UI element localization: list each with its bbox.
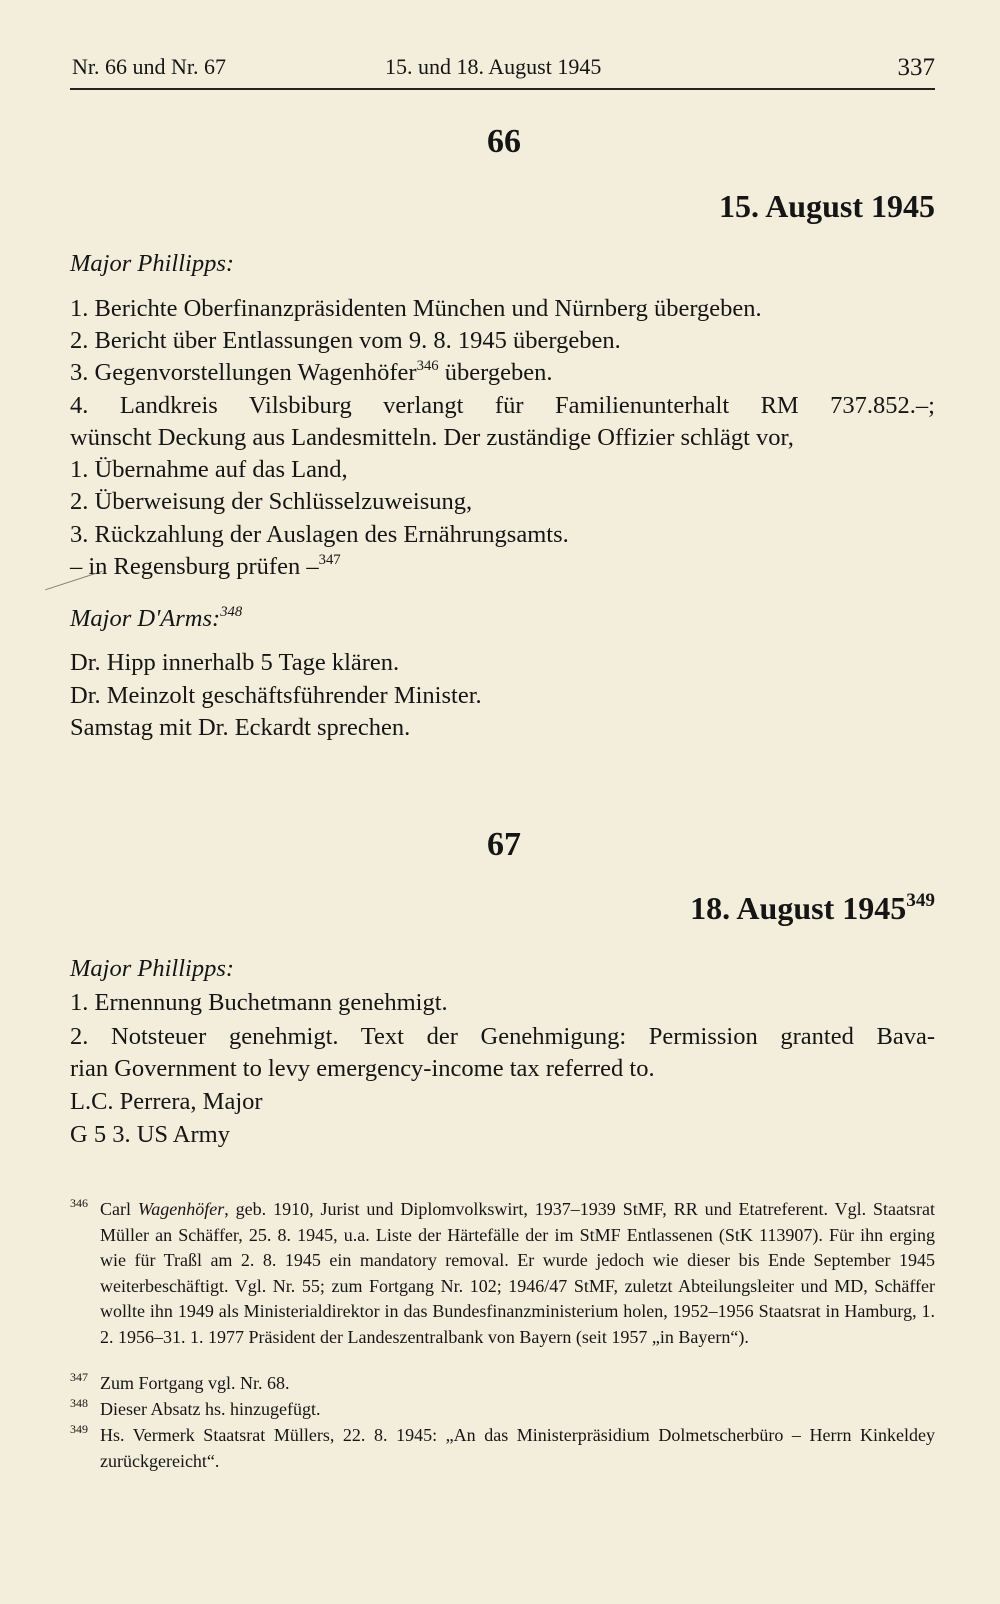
footnote-346: [70, 1197, 935, 1350]
item-line: wünscht Deckung aus Landesmitteln. Der zuständige Offizier schlägt vor,: [70, 424, 794, 451]
footnote-number: 348: [70, 1396, 88, 1410]
footnote-text: Zum Fortgang vgl. Nr. 68.: [100, 1373, 290, 1393]
footnote-ref[interactable]: 347: [318, 552, 341, 569]
document-date-67: 18. August 1945$^{349}$: [690, 890, 935, 926]
item-line: 1. Ernennung Buchetmann genehmigt.: [70, 989, 448, 1016]
speaker-phillipps: Major Phillipps:: [70, 250, 235, 277]
signature-line: G 5 3. US Army: [70, 1121, 230, 1148]
item-line: Samstag mit Dr. Eckardt sprechen.: [70, 714, 411, 741]
footnote-ref[interactable]: 348: [220, 604, 243, 621]
footnote-ref[interactable]: 349: [906, 890, 935, 912]
footnote-text: Dieser Absatz hs. hinzugefügt.: [100, 1399, 321, 1419]
document-number-66: 66: [487, 123, 521, 160]
item-line: [70, 358, 553, 386]
speaker-darms: Major D'Arms:$^{348}$: [70, 604, 243, 632]
item-line: 2. Notsteuer genehmigt. Text der Genehmigung: Permission granted Bava-: [70, 1023, 935, 1050]
item-line: 2. Überweisung der Schlüsselzuweisung,: [70, 488, 473, 515]
footnote-349: [70, 1423, 935, 1474]
footnote-ref[interactable]: 346: [416, 358, 439, 375]
item-line: 1. Übernahme auf das Land,: [70, 456, 348, 483]
item-text: 3. Gegenvorstellungen Wagenhöfer: [70, 359, 417, 386]
document-number-67: 67: [487, 826, 521, 863]
running-header-center: 15. und 18. August 1945: [385, 54, 602, 79]
footnote-text: Hs. Vermerk Staatsrat Müllers, 22. 8. 1945: „An das Ministerpräsidium Dolmetscherbüro – Herrn Kinkeldey zurückgereicht“.: [100, 1425, 935, 1471]
footnote-348: [70, 1397, 935, 1423]
item-line: 4. Landkreis Vilsbiburg verlangt für Familienunterhalt RM 737.852.–;: [70, 392, 935, 419]
item-line: 1. Berichte Oberfinanzpräsidenten München und Nürnberg übergeben.: [70, 295, 762, 322]
footnote-number: 346: [70, 1196, 88, 1210]
footnote-347: [70, 1371, 935, 1397]
item-text: – in Regensburg prüfen –: [70, 553, 319, 580]
item-line: Dr. Hipp innerhalb 5 Tage klären.: [70, 649, 400, 676]
footnote-text: Carl Wagenhöfer, geb. 1910, Jurist und Diplomvolkswirt, 1937–1939 StMF, RR und Etatreferent. Vgl. Staatsrat Müller an Schäffer, 25. 8. 1945, u.a. Liste der Härtefälle der im StMF Entlassenen (StK 113907). Für ihn erging wie für Traßl am 2. 8. 1945 ein mandatory removal. Er wurde jedoch wie dieser bis Ende September 1945 weiterbeschäftigt. Vgl. Nr. 55; zum Fortgang Nr. 102; 1946/47 StMF, zuletzt Abteilungsleiter und MD, Schäffer wollte ihn 1949 als Ministerialdirektor in das Bundesfinanzministerium holen, 1952–1956 Staatsrat in Hamburg, 1. 2. 1956–31. 1. 1977 Präsident der Landeszentralbank von Bayern (seit 1957 „in Bayern“).: [100, 1199, 935, 1347]
item-line: Dr. Meinzolt geschäftsführender Minister.: [70, 682, 482, 709]
item-line: 2. Bericht über Entlassungen vom 9. 8. 1945 übergeben.: [70, 327, 621, 354]
header-rule: [70, 88, 935, 90]
document-date-66: 15. August 1945: [718, 188, 935, 224]
speaker-phillipps: Major Phillipps:: [70, 955, 235, 982]
footnote-number: 347: [70, 1370, 88, 1384]
running-header-left: Nr. 66 und Nr. 67: [72, 54, 226, 79]
page-number: 337: [897, 54, 935, 81]
item-line: [70, 552, 341, 580]
item-line: 3. Rückzahlung der Auslagen des Ernährungsamts.: [70, 521, 569, 548]
footnote-number: 349: [70, 1422, 88, 1436]
signature-line: L.C. Perrera, Major: [70, 1088, 263, 1115]
item-text: übergeben.: [438, 359, 553, 386]
item-line: rian Government to levy emergency-income tax referred to.: [70, 1055, 655, 1082]
